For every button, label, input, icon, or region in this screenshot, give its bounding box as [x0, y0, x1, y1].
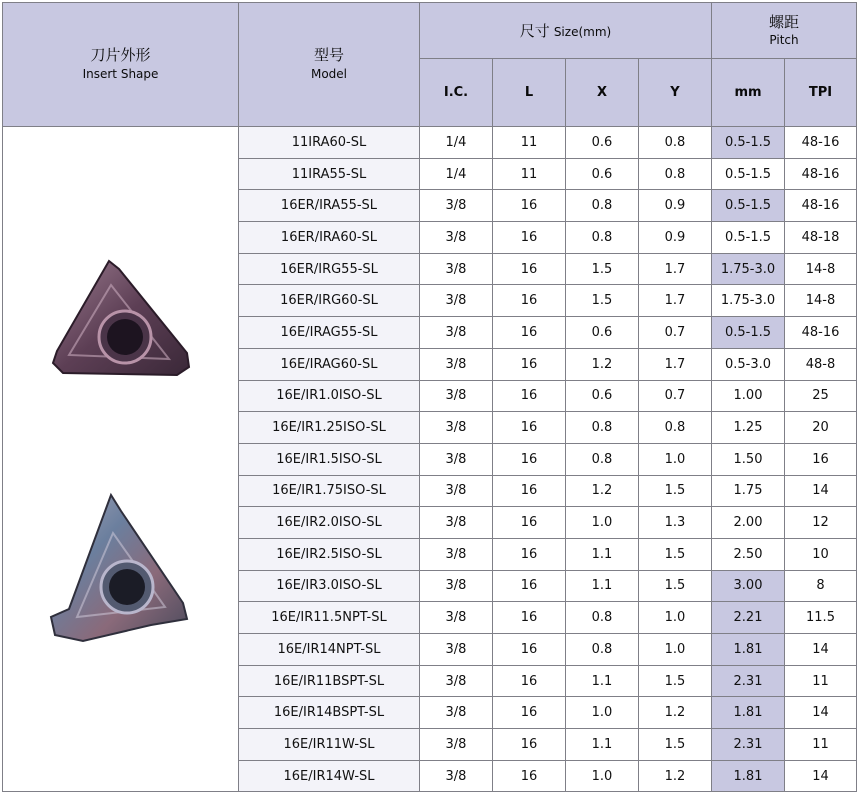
cell-y: 0.8 — [639, 127, 712, 159]
cell-ic: 3/8 — [420, 634, 493, 666]
cell-y: 1.3 — [639, 507, 712, 539]
cell-mm: 2.31 — [712, 729, 785, 761]
cell-y: 1.0 — [639, 634, 712, 666]
cell-l: 16 — [493, 760, 566, 792]
cell-model: 16E/IR3.0ISO-SL — [239, 570, 420, 602]
cell-model: 16E/IR2.5ISO-SL — [239, 538, 420, 570]
cell-model: 16E/IR1.75ISO-SL — [239, 475, 420, 507]
cell-tpi: 25 — [785, 380, 857, 412]
cell-mm: 2.31 — [712, 665, 785, 697]
cell-model: 16ER/IRA60-SL — [239, 222, 420, 254]
header-tpi: TPI — [785, 59, 857, 127]
cell-x: 0.8 — [566, 190, 639, 222]
cell-model: 16E/IRAG55-SL — [239, 317, 420, 349]
header-y: Y — [639, 59, 712, 127]
cell-model: 16E/IR1.5ISO-SL — [239, 443, 420, 475]
cell-tpi: 11 — [785, 665, 857, 697]
cell-x: 0.6 — [566, 380, 639, 412]
cell-x: 1.1 — [566, 538, 639, 570]
cell-tpi: 12 — [785, 507, 857, 539]
cell-x: 1.1 — [566, 729, 639, 761]
cell-y: 1.2 — [639, 760, 712, 792]
cell-tpi: 14 — [785, 475, 857, 507]
cell-mm: 1.81 — [712, 697, 785, 729]
cell-ic: 3/8 — [420, 412, 493, 444]
cell-y: 0.8 — [639, 158, 712, 190]
cell-tpi: 16 — [785, 443, 857, 475]
cell-y: 1.5 — [639, 729, 712, 761]
cell-model: 11IRA55-SL — [239, 158, 420, 190]
cell-model: 16ER/IRA55-SL — [239, 190, 420, 222]
cell-ic: 3/8 — [420, 729, 493, 761]
cell-y: 1.5 — [639, 475, 712, 507]
cell-ic: 3/8 — [420, 443, 493, 475]
cell-l: 11 — [493, 127, 566, 159]
cell-l: 16 — [493, 570, 566, 602]
cell-model: 16E/IRAG60-SL — [239, 348, 420, 380]
cell-mm: 1.75-3.0 — [712, 285, 785, 317]
cell-y: 0.9 — [639, 190, 712, 222]
cell-tpi: 10 — [785, 538, 857, 570]
cell-y: 1.7 — [639, 348, 712, 380]
table-row — [3, 127, 857, 159]
cell-ic: 3/8 — [420, 475, 493, 507]
cell-ic: 3/8 — [420, 222, 493, 254]
cell-mm: 0.5-1.5 — [712, 127, 785, 159]
cell-tpi: 14-8 — [785, 253, 857, 285]
cell-model: 16E/IR2.0ISO-SL — [239, 507, 420, 539]
cell-ic: 3/8 — [420, 317, 493, 349]
cell-mm: 1.25 — [712, 412, 785, 444]
header-size-en: Size(mm) — [553, 25, 612, 39]
insert-shape-images — [3, 127, 239, 792]
cell-mm: 0.5-1.5 — [712, 317, 785, 349]
cell-ic: 3/8 — [420, 760, 493, 792]
cell-model: 16E/IR1.25ISO-SL — [239, 412, 420, 444]
cell-mm: 1.75-3.0 — [712, 253, 785, 285]
cell-y: 1.5 — [639, 538, 712, 570]
cell-ic: 3/8 — [420, 348, 493, 380]
cell-tpi: 48-16 — [785, 190, 857, 222]
header-model — [239, 3, 420, 127]
cell-ic: 3/8 — [420, 190, 493, 222]
cell-l: 16 — [493, 285, 566, 317]
cell-x: 0.6 — [566, 127, 639, 159]
cell-mm: 2.21 — [712, 602, 785, 634]
cell-ic: 3/8 — [420, 665, 493, 697]
header-pitch-zh: 螺距 — [768, 12, 799, 31]
cell-x: 1.5 — [566, 253, 639, 285]
cell-tpi: 11 — [785, 729, 857, 761]
cell-ic: 3/8 — [420, 253, 493, 285]
header-size — [420, 3, 712, 59]
cell-model: 16E/IR14NPT-SL — [239, 634, 420, 666]
cell-x: 0.6 — [566, 158, 639, 190]
cell-x: 1.0 — [566, 760, 639, 792]
header-ic: I.C. — [420, 59, 493, 127]
header-model-en: Model — [310, 67, 348, 82]
header-model-zh: 型号 — [313, 45, 344, 64]
header-size-zh: 尺寸 — [519, 22, 550, 40]
cell-l: 16 — [493, 697, 566, 729]
cell-tpi: 48-16 — [785, 158, 857, 190]
insert-image-triangle-iridescent — [47, 487, 197, 647]
cell-ic: 1/4 — [420, 127, 493, 159]
cell-l: 16 — [493, 348, 566, 380]
cell-mm: 3.00 — [712, 570, 785, 602]
cell-model: 16E/IR14BSPT-SL — [239, 697, 420, 729]
cell-tpi: 48-16 — [785, 127, 857, 159]
cell-x: 1.0 — [566, 697, 639, 729]
cell-x: 0.8 — [566, 602, 639, 634]
cell-mm: 2.00 — [712, 507, 785, 539]
cell-l: 16 — [493, 380, 566, 412]
cell-y: 0.7 — [639, 317, 712, 349]
cell-y: 1.7 — [639, 253, 712, 285]
cell-mm: 1.00 — [712, 380, 785, 412]
cell-x: 0.8 — [566, 634, 639, 666]
cell-l: 16 — [493, 412, 566, 444]
cell-ic: 3/8 — [420, 285, 493, 317]
header-insert-shape — [3, 3, 239, 127]
cell-model: 16E/IR11BSPT-SL — [239, 665, 420, 697]
cell-mm: 0.5-1.5 — [712, 158, 785, 190]
cell-mm: 2.50 — [712, 538, 785, 570]
cell-tpi: 14 — [785, 697, 857, 729]
header-insert-shape-zh: 刀片外形 — [90, 45, 151, 64]
cell-l: 16 — [493, 222, 566, 254]
cell-x: 0.8 — [566, 412, 639, 444]
cell-y: 1.7 — [639, 285, 712, 317]
cell-y: 1.2 — [639, 697, 712, 729]
cell-model: 16ER/IRG60-SL — [239, 285, 420, 317]
cell-l: 16 — [493, 317, 566, 349]
header-x: X — [566, 59, 639, 127]
cell-tpi: 11.5 — [785, 602, 857, 634]
cell-l: 16 — [493, 602, 566, 634]
cell-y: 1.0 — [639, 602, 712, 634]
cell-mm: 1.50 — [712, 443, 785, 475]
insert-spec-table — [2, 2, 857, 792]
cell-mm: 1.81 — [712, 760, 785, 792]
cell-ic: 3/8 — [420, 602, 493, 634]
cell-ic: 3/8 — [420, 507, 493, 539]
cell-l: 16 — [493, 190, 566, 222]
cell-tpi: 20 — [785, 412, 857, 444]
cell-model: 11IRA60-SL — [239, 127, 420, 159]
header-pitch — [712, 3, 857, 59]
cell-y: 1.5 — [639, 570, 712, 602]
cell-ic: 3/8 — [420, 538, 493, 570]
cell-x: 0.6 — [566, 317, 639, 349]
cell-x: 0.8 — [566, 443, 639, 475]
cell-y: 1.5 — [639, 665, 712, 697]
cell-x: 1.1 — [566, 665, 639, 697]
cell-tpi: 48-18 — [785, 222, 857, 254]
cell-ic: 1/4 — [420, 158, 493, 190]
cell-mm: 1.81 — [712, 634, 785, 666]
table-body — [3, 127, 857, 792]
cell-mm: 0.5-1.5 — [712, 222, 785, 254]
header-l: L — [493, 59, 566, 127]
cell-model: 16E/IR14W-SL — [239, 760, 420, 792]
cell-y: 0.7 — [639, 380, 712, 412]
cell-l: 16 — [493, 443, 566, 475]
header-insert-shape-en: Insert Shape — [82, 67, 159, 82]
cell-model: 16E/IR11W-SL — [239, 729, 420, 761]
cell-x: 1.0 — [566, 507, 639, 539]
cell-mm: 0.5-3.0 — [712, 348, 785, 380]
cell-tpi: 14-8 — [785, 285, 857, 317]
cell-model: 16E/IR11.5NPT-SL — [239, 602, 420, 634]
cell-mm: 1.75 — [712, 475, 785, 507]
cell-y: 0.9 — [639, 222, 712, 254]
cell-l: 16 — [493, 538, 566, 570]
cell-l: 11 — [493, 158, 566, 190]
header-pitch-en: Pitch — [769, 33, 799, 48]
cell-l: 16 — [493, 475, 566, 507]
cell-l: 16 — [493, 634, 566, 666]
cell-tpi: 8 — [785, 570, 857, 602]
cell-x: 1.2 — [566, 348, 639, 380]
cell-ic: 3/8 — [420, 570, 493, 602]
cell-model: 16ER/IRG55-SL — [239, 253, 420, 285]
cell-model: 16E/IR1.0ISO-SL — [239, 380, 420, 412]
cell-y: 1.0 — [639, 443, 712, 475]
cell-ic: 3/8 — [420, 697, 493, 729]
cell-x: 1.5 — [566, 285, 639, 317]
cell-l: 16 — [493, 507, 566, 539]
header-mm: mm — [712, 59, 785, 127]
cell-l: 16 — [493, 253, 566, 285]
cell-l: 16 — [493, 665, 566, 697]
cell-x: 1.2 — [566, 475, 639, 507]
cell-x: 0.8 — [566, 222, 639, 254]
cell-mm: 0.5-1.5 — [712, 190, 785, 222]
cell-ic: 3/8 — [420, 380, 493, 412]
insert-image-triangle-ridged — [49, 255, 199, 385]
cell-tpi: 48-8 — [785, 348, 857, 380]
cell-tpi: 48-16 — [785, 317, 857, 349]
cell-y: 0.8 — [639, 412, 712, 444]
cell-x: 1.1 — [566, 570, 639, 602]
cell-tpi: 14 — [785, 760, 857, 792]
cell-tpi: 14 — [785, 634, 857, 666]
cell-l: 16 — [493, 729, 566, 761]
